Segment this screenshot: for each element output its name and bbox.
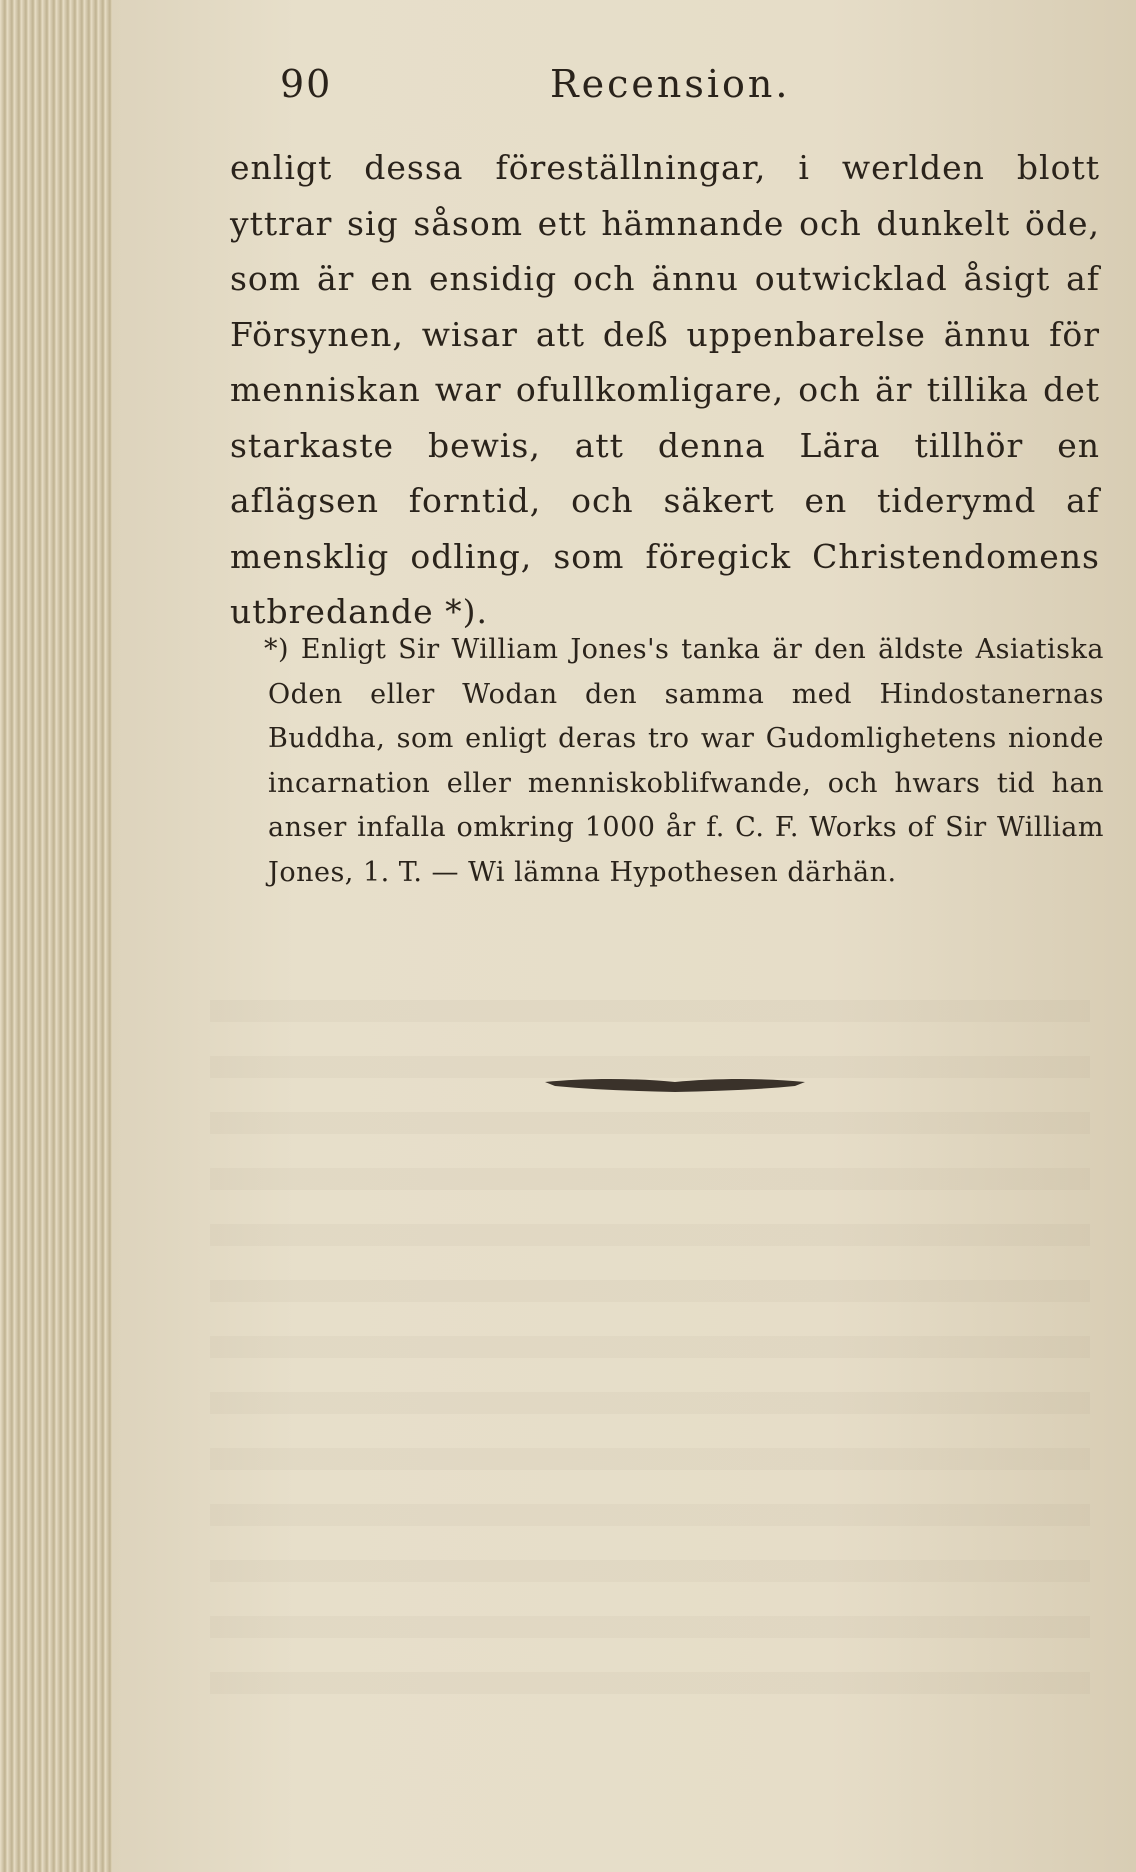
- page-header: [280, 52, 840, 112]
- main-text-paragraph: enligt dessa föreställningar, i werlden blott yttrar sig såsom ett hämnande och dunkelt öde, som är en ensidig och ännu outwicklad åsigt af Försynen, wisar att deß uppenbarelse ännu för menniskan war ofullkomligare, och är tillika det starkaste bewis, att denna Lära tillhör en aflägsen forntid, och säkert en tiderymd af mensklig odling, som föregick Christendomens utbredande *).: [230, 148, 1100, 631]
- show-through-text: [210, 1000, 1090, 1720]
- footnote: *) Enligt Sir William Jones's tanka är den äldste Asiatiska Oden eller Wodan den samma med Hindostanernas Buddha, som enligt deras tro war Gudomlighetens nionde incarnation eller menniskoblifwande, och hwars tid han anser infalla omkring 1000 år f. C. F. Works of Sir William Jones, 1. T. — Wi lämna Hypothesen därhän.: [264, 634, 1104, 888]
- page-number: 90: [280, 62, 333, 106]
- section-end-ornament: [545, 1074, 805, 1096]
- book-page-edges: [0, 0, 113, 1872]
- running-head: Recension.: [550, 62, 791, 106]
